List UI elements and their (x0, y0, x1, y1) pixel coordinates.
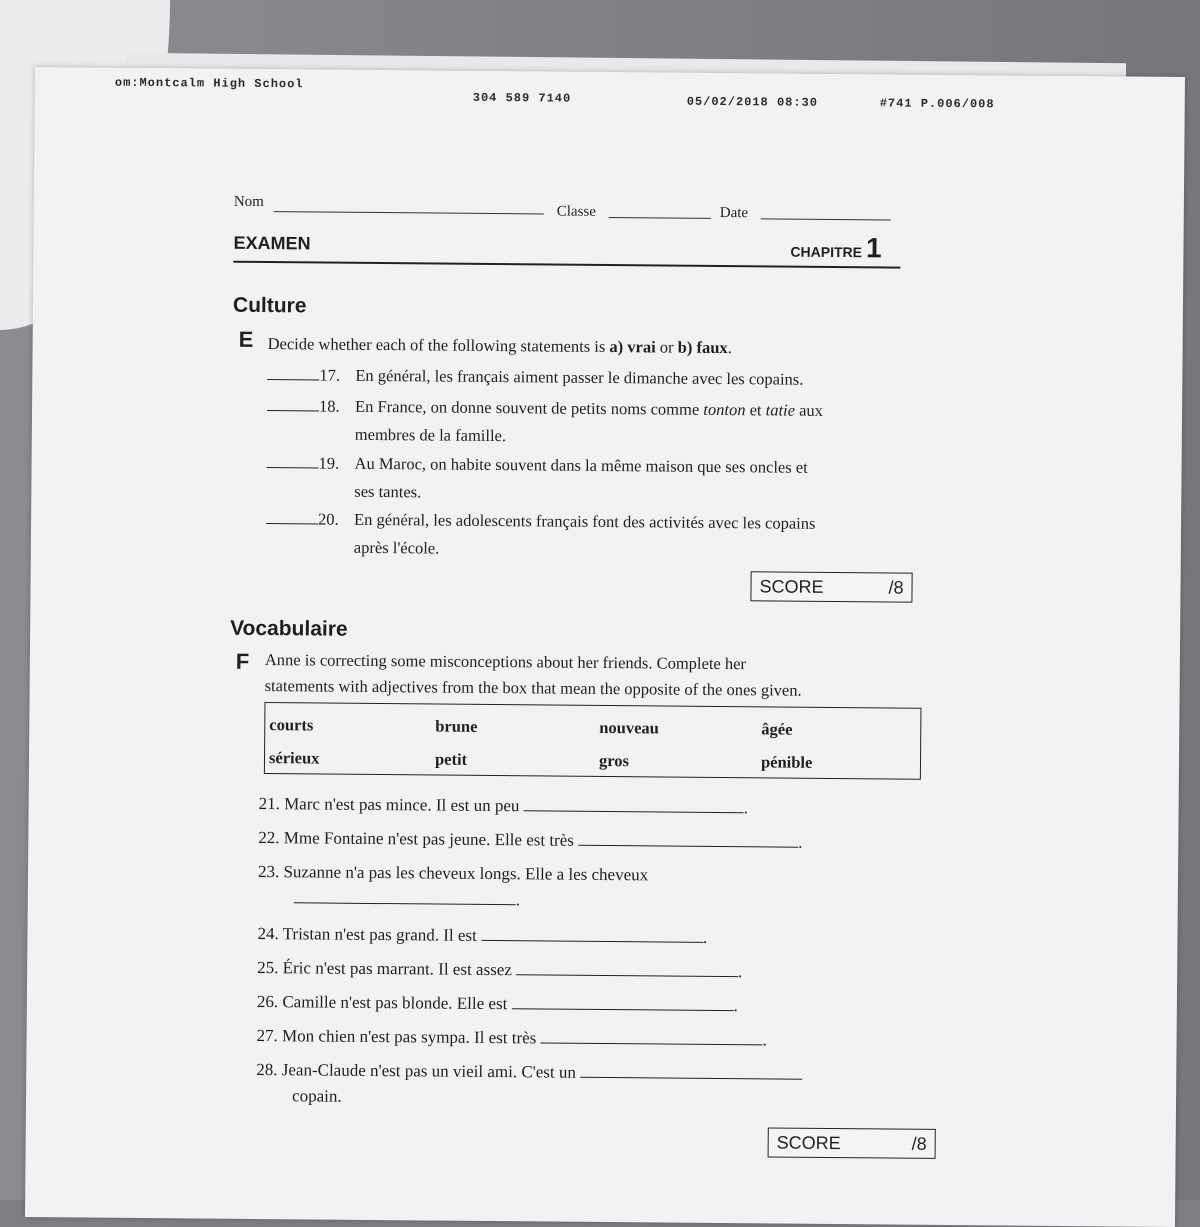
score-label: SCORE (759, 576, 824, 597)
answer-blank[interactable] (512, 992, 734, 1011)
vocab-score-box (768, 1127, 936, 1158)
date-label: Date (719, 204, 749, 222)
question-number: 22. (258, 827, 280, 848)
instruction-line1: Anne is correcting some misconceptions about her friends. Complete her (264, 650, 747, 674)
option-b: b) faux (677, 337, 728, 358)
vocab-heading: Vocabulaire (230, 616, 348, 641)
answer-blank[interactable] (524, 794, 744, 813)
word-brune: brune (435, 716, 478, 736)
question-end: . (702, 927, 708, 947)
question-number: 27. (256, 1025, 278, 1046)
question-number: 21. (258, 793, 280, 814)
question-end: . (515, 890, 521, 910)
question-text: Éric n'est pas marrant. Il est assez (282, 958, 512, 980)
question-18 (267, 392, 927, 454)
question-text-line2: ses tantes. (354, 481, 422, 502)
answer-blank[interactable] (267, 396, 319, 411)
exam-title: EXAMEN (233, 232, 311, 254)
score-points: /8 (911, 1133, 927, 1154)
question-17 (267, 361, 927, 395)
term-tatie: tatie (765, 400, 796, 420)
question-text-mid: et (745, 400, 766, 420)
answer-blank[interactable] (267, 365, 319, 380)
question-26 (257, 989, 917, 1021)
question-end: . (738, 962, 743, 982)
question-27 (256, 1023, 916, 1055)
answer-blank[interactable] (266, 509, 318, 524)
question-text: Marc n'est pas mince. Il est un peu (284, 794, 520, 816)
answer-blank[interactable] (267, 453, 319, 468)
answer-blank[interactable] (578, 829, 798, 848)
question-text: En général, les adolescents français font des activités avec les copains (354, 509, 816, 533)
word-gros: gros (598, 750, 630, 771)
option-a: a) vrai (609, 337, 656, 357)
question-end: . (733, 996, 738, 1016)
question-end: . (743, 798, 749, 818)
culture-score-box (750, 571, 912, 602)
answer-blank[interactable] (481, 924, 703, 943)
question-number: 18. (319, 396, 340, 416)
question-text: Suzanne n'a pas les cheveux longs. Elle a les cheveux (283, 862, 649, 885)
question-number: 24. (257, 923, 279, 944)
nom-label: Nom (233, 193, 264, 211)
question-text-line2: copain. (291, 1086, 342, 1106)
question-text-line2: après l'école. (353, 537, 440, 558)
word-serieux: sérieux (268, 748, 320, 768)
chapter-number: 1 (865, 232, 882, 264)
question-text: Camille n'est pas blonde. Elle est (282, 992, 508, 1014)
question-text: Mme Fontaine n'est pas jeune. Elle est très (283, 828, 575, 850)
classe-field[interactable] (609, 217, 711, 219)
question-end: . (762, 1030, 767, 1050)
question-text: Au Maroc, on habite souvent dans la même maison que ses oncles et (354, 453, 808, 477)
fax-phone: 304 589 7140 (472, 90, 572, 106)
answer-blank[interactable] (541, 1026, 763, 1045)
classe-label: Classe (556, 203, 597, 220)
word-petit: petit (434, 749, 468, 769)
fax-from: om:Montcalm High School (114, 75, 304, 92)
instruction-line2: statements with adjectives from the box that mean the opposite of the ones given. (264, 676, 802, 700)
word-agee: âgée (761, 719, 793, 739)
question-21 (259, 791, 919, 823)
score-points: /8 (888, 577, 904, 598)
culture-instruction (268, 331, 928, 363)
question-20 (266, 505, 926, 567)
question-text-end: aux (794, 400, 824, 420)
question-text: Mon chien n'est pas sympa. Il est très (282, 1026, 537, 1048)
question-19 (266, 449, 926, 511)
chapter-label: CHAPITRE (790, 243, 863, 261)
question-text: Tristan n'est pas grand. Il est (282, 924, 477, 945)
exam-page (25, 67, 1185, 1227)
question-end: . (798, 832, 803, 852)
score-label: SCORE (776, 1132, 841, 1154)
term-tonton: tonton (703, 399, 746, 420)
answer-blank[interactable] (580, 1061, 802, 1080)
question-25 (257, 955, 917, 987)
fax-datetime: 05/02/2018 08:30 (686, 94, 819, 110)
date-field[interactable] (761, 218, 891, 220)
instruction-text: Decide whether each of the following statements is (267, 334, 610, 357)
chapter-heading (790, 232, 881, 265)
culture-heading: Culture (232, 293, 307, 318)
fax-page: #741 P.006/008 (879, 96, 995, 112)
question-number: 20. (318, 509, 339, 529)
word-nouveau: nouveau (599, 717, 659, 738)
question-number: 28. (256, 1059, 278, 1080)
question-28 (256, 1057, 916, 1115)
question-number: 17. (319, 365, 341, 385)
nom-field[interactable] (274, 211, 544, 214)
question-text: Jean-Claude n'est pas un vieil ami. C'est un (281, 1060, 576, 1082)
section-letter-f: F (235, 648, 250, 674)
question-23 (258, 859, 918, 917)
question-number: 26. (256, 991, 279, 1012)
question-number: 25. (257, 957, 279, 978)
question-text-line2: membres de la famille. (354, 424, 507, 446)
instruction-or: or (655, 337, 678, 357)
question-text: En France, on donne souvent de petits noms comme (355, 396, 704, 419)
word-box (264, 702, 922, 780)
question-text: En général, les français aiment passer le dimanche avec les copains. (355, 365, 804, 389)
answer-blank[interactable] (294, 886, 516, 905)
question-24 (257, 921, 917, 953)
word-penible: pénible (760, 752, 813, 772)
instruction-end: . (727, 338, 732, 358)
answer-blank[interactable] (516, 958, 738, 977)
vocab-instruction (265, 647, 925, 705)
question-number: 23. (257, 861, 280, 882)
word-courts: courts (269, 715, 314, 735)
question-number: 19. (318, 453, 340, 473)
question-22 (258, 825, 918, 857)
section-letter-e: E (238, 326, 254, 352)
